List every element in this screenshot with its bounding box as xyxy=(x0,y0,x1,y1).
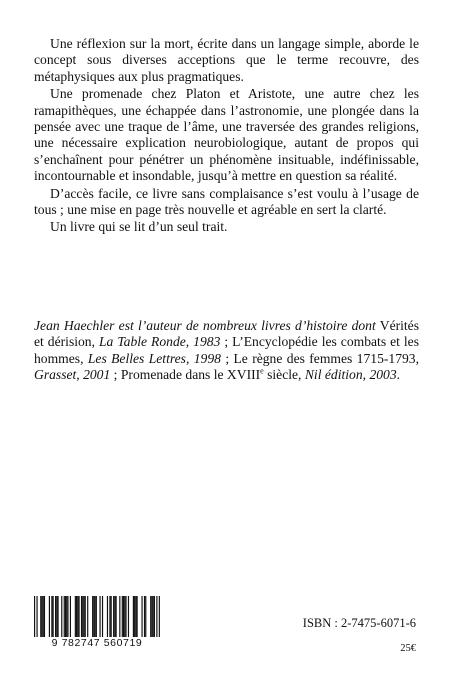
blurb-paragraph-4: Un livre qui se lit d’un seul trait. xyxy=(50,219,228,235)
barcode-bar xyxy=(57,596,58,640)
barcode-bar xyxy=(119,596,120,640)
barcode-bar xyxy=(40,596,41,640)
barcode-bar xyxy=(144,596,145,640)
barcode-bar xyxy=(67,596,68,640)
barcode-bar xyxy=(107,596,108,640)
barcode-bar xyxy=(49,596,50,640)
barcode-bar xyxy=(43,596,44,640)
barcode-bar xyxy=(77,596,78,640)
barcode-bar xyxy=(151,596,152,640)
barcode-bar xyxy=(95,596,96,640)
blurb-paragraph-2: Une promenade chez Platon et Aristote, une autre chez les ramapithèques, une échappée dans l’astronomie, une plongée dans la pensée avec une traque de l’âme, une traversée des grandes religions, une nécessaire explication neurobiologique, autant de propos qui s’enchaînent pour pénétrer un phénomène insituable, indéfinissable, incontournable et insondable, jusqu’à mettre en question sa réalité. xyxy=(34,86,419,184)
barcode-bar xyxy=(96,596,97,640)
bio-work-2-publisher: Les Belles Lettres, 1998 xyxy=(83,350,221,366)
barcode-bar xyxy=(134,596,135,640)
barcode-bar xyxy=(78,596,79,640)
barcode-bar xyxy=(92,596,93,640)
barcode-bar xyxy=(153,596,154,640)
barcode-bar xyxy=(114,596,115,640)
bio-work-4-title-sup: e xyxy=(260,366,264,376)
barcode-digits: 9 782747 560719 xyxy=(32,637,162,649)
bio-end: . xyxy=(396,367,401,383)
bio-intro: Jean Haechler est l’auteur de nombreux livres d’histoire dont xyxy=(34,318,376,333)
bio-work-4-title-pre: Promenade dans le XVIII xyxy=(120,367,261,383)
bio-work-4-title-post: siècle, xyxy=(263,367,302,383)
bio-work-1-title: Vérités et dérision, xyxy=(34,318,420,350)
price-label: 25€ xyxy=(400,643,416,654)
barcode-bar xyxy=(122,596,123,640)
author-bio xyxy=(34,318,419,384)
barcode-bar xyxy=(125,596,126,640)
barcode-bar xyxy=(83,596,84,640)
barcode-bar xyxy=(154,596,155,640)
barcode-bar xyxy=(82,596,83,640)
ean-barcode xyxy=(32,596,162,654)
bio-work-1-publisher: La Table Ronde, 1983 xyxy=(95,334,221,350)
barcode-bar xyxy=(128,596,129,640)
bio-work-2-title: L’Encyclopédie les combats et les hommes, xyxy=(34,334,420,366)
barcode-bar xyxy=(65,596,66,640)
barcode-bar xyxy=(41,596,42,640)
barcode-bar xyxy=(102,596,103,640)
barcode-bar xyxy=(123,596,124,640)
barcode-bar xyxy=(111,596,112,640)
barcode-bar xyxy=(61,596,62,640)
bio-sep-1: ; xyxy=(220,334,233,350)
barcode-bar xyxy=(81,596,82,640)
barcode-bar xyxy=(85,596,86,640)
barcode-bar xyxy=(75,596,76,640)
barcode-bar xyxy=(56,596,57,640)
bio-work-4-publisher: Nil édition, 2003 xyxy=(301,367,397,383)
barcode-bar xyxy=(124,596,125,640)
barcode-bar xyxy=(150,596,151,640)
blurb-paragraph-1: Une réflexion sur la mort, écrite dans un langage simple, aborde le concept sous diverses acceptions que le terme recouvre, des métaphysiques aux plus pragmatiques. xyxy=(34,36,419,84)
barcode-bar xyxy=(109,596,110,640)
barcode-bar xyxy=(93,596,94,640)
barcode-bar xyxy=(44,596,45,640)
barcode-bar xyxy=(76,596,77,640)
barcode-bar xyxy=(70,596,71,640)
isbn-number: ISBN : 2-7475-6071-6 xyxy=(302,616,416,630)
barcode-bar xyxy=(66,596,67,640)
barcode-bar xyxy=(137,596,138,640)
barcode-bar xyxy=(141,596,142,640)
barcode-bar xyxy=(64,596,65,640)
barcode-bar xyxy=(55,596,56,640)
bio-sep-2: ; xyxy=(220,350,234,366)
barcode-bar xyxy=(51,596,52,640)
barcode-bar xyxy=(145,596,146,640)
barcode-bar xyxy=(53,596,54,640)
back-cover-blurb xyxy=(34,36,419,237)
bio-work-3-title: Le règne des femmes 1715-1793, xyxy=(233,350,419,366)
barcode-bar xyxy=(113,596,114,640)
blurb-paragraph-3: D’accès facile, ce livre sans complaisance s’est voulu à l’usage de tous ; une mise en page très nouvelle et agréable en sert la clarté. xyxy=(34,185,419,218)
bio-sep-3: ; xyxy=(110,367,121,383)
barcode-bar xyxy=(99,596,100,640)
barcode-bar xyxy=(116,596,117,640)
barcode-bar xyxy=(135,596,136,640)
bio-work-3-publisher: Grasset, 2001 xyxy=(34,367,111,383)
barcode-bar xyxy=(133,596,134,640)
barcode-bar xyxy=(87,596,88,640)
